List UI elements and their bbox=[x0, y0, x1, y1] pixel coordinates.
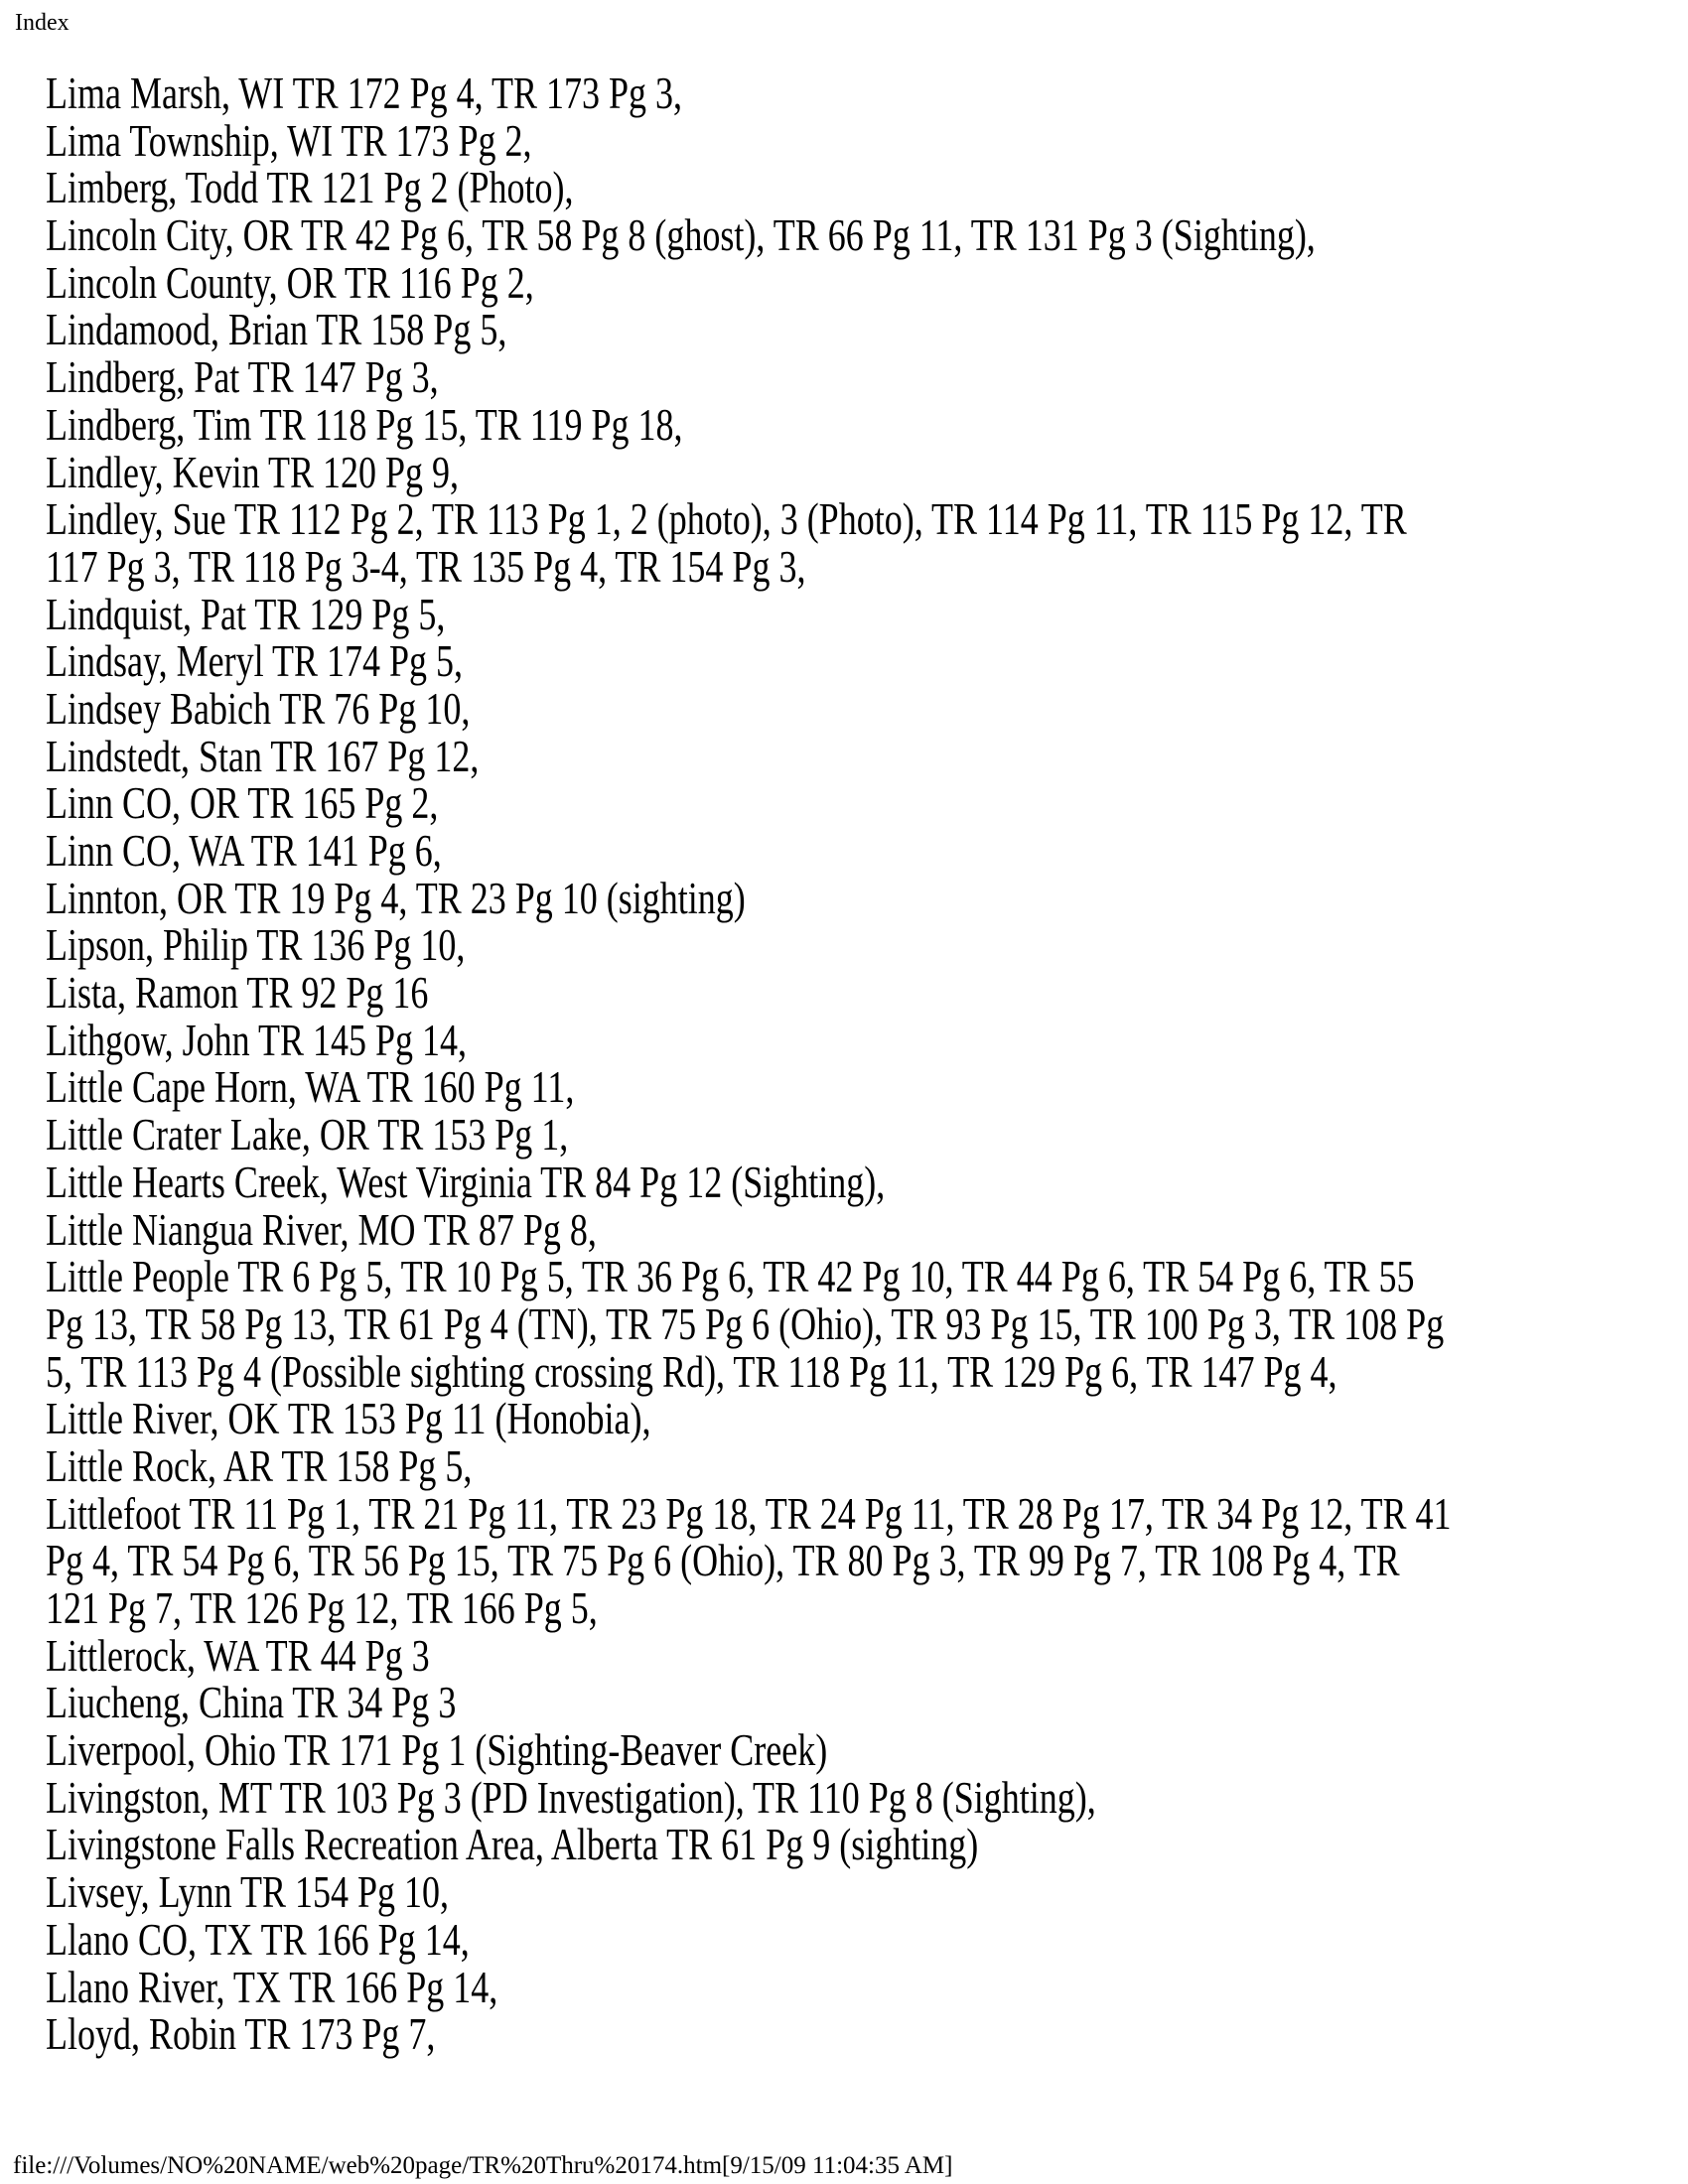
index-line: Lista, Ramon TR 92 Pg 16 bbox=[46, 968, 429, 1019]
index-line: Linn CO, WA TR 141 Pg 6, bbox=[46, 826, 442, 876]
index-line: Little People TR 6 Pg 5, TR 10 Pg 5, TR 36 Pg 6, TR 42 Pg 10, TR 44 Pg 6, TR 54 Pg 6, TR 55 bbox=[46, 1252, 1415, 1302]
index-line: Lipson, Philip TR 136 Pg 10, bbox=[46, 920, 466, 971]
index-line: Lindberg, Pat TR 147 Pg 3, bbox=[46, 352, 439, 403]
index-list bbox=[46, 70, 1688, 2059]
index-line: Little River, OK TR 153 Pg 11 (Honobia), bbox=[46, 1394, 651, 1444]
index-line: Littlefoot TR 11 Pg 1, TR 21 Pg 11, TR 23 Pg 18, TR 24 Pg 11, TR 28 Pg 17, TR 34 Pg 12, TR 41 bbox=[46, 1488, 1452, 1539]
index-line: Lindley, Kevin TR 120 Pg 9, bbox=[46, 447, 459, 497]
index-line: Littlerock, WA TR 44 Pg 3 bbox=[46, 1630, 430, 1681]
index-line: Pg 4, TR 54 Pg 6, TR 56 Pg 15, TR 75 Pg 6 (Ohio), TR 80 Pg 3, TR 99 Pg 7, TR 108 Pg 4, TR bbox=[46, 1536, 1400, 1586]
index-line: Lloyd, Robin TR 173 Pg 7, bbox=[46, 2009, 436, 2060]
index-line: Lincoln County, OR TR 116 Pg 2, bbox=[46, 257, 534, 308]
index-line: Lindquist, Pat TR 129 Pg 5, bbox=[46, 589, 446, 639]
index-line: Lindstedt, Stan TR 167 Pg 12, bbox=[46, 731, 480, 781]
index-line: Lindberg, Tim TR 118 Pg 15, TR 119 Pg 18, bbox=[46, 399, 683, 450]
index-line: Lindley, Sue TR 112 Pg 2, TR 113 Pg 1, 2 (photo), 3 (Photo), TR 114 Pg 11, TR 115 Pg 12, TR bbox=[46, 494, 1407, 545]
index-line: Liucheng, China TR 34 Pg 3 bbox=[46, 1678, 457, 1728]
file-path-footer: file:///Volumes/NO%20NAME/web%20page/TR%20Thru%20174.htm[9/15/09 11:04:35 AM] bbox=[13, 2152, 953, 2179]
index-line: Lima Township, WI TR 173 Pg 2, bbox=[46, 115, 532, 166]
index-line: Little Crater Lake, OR TR 153 Pg 1, bbox=[46, 1110, 569, 1160]
index-line: Little Rock, AR TR 158 Pg 5, bbox=[46, 1440, 473, 1491]
index-line: Lima Marsh, WI TR 172 Pg 4, TR 173 Pg 3, bbox=[46, 68, 683, 118]
index-line: Lindsey Babich TR 76 Pg 10, bbox=[46, 683, 471, 734]
index-line: Little Cape Horn, WA TR 160 Pg 11, bbox=[46, 1062, 575, 1113]
index-line: 5, TR 113 Pg 4 (Possible sighting crossing Rd), TR 118 Pg 11, TR 129 Pg 6, TR 147 Pg 4, bbox=[46, 1346, 1337, 1397]
index-line: 117 Pg 3, TR 118 Pg 3-4, TR 135 Pg 4, TR 154 Pg 3, bbox=[46, 541, 806, 592]
index-line: Liverpool, Ohio TR 171 Pg 1 (Sighting-Beaver Creek) bbox=[46, 1725, 828, 1776]
index-line: Linnton, OR TR 19 Pg 4, TR 23 Pg 10 (sighting) bbox=[46, 873, 746, 923]
index-line: Llano River, TX TR 166 Pg 14, bbox=[46, 1962, 498, 2012]
index-line: Llano CO, TX TR 166 Pg 14, bbox=[46, 1914, 470, 1965]
index-line: Pg 13, TR 58 Pg 13, TR 61 Pg 4 (TN), TR 75 Pg 6 (Ohio), TR 93 Pg 15, TR 100 Pg 3, TR 108 Pg bbox=[46, 1298, 1445, 1349]
index-line: Lithgow, John TR 145 Pg 14, bbox=[46, 1015, 468, 1065]
page-title: Index bbox=[15, 10, 70, 36]
index-line: Livsey, Lynn TR 154 Pg 10, bbox=[46, 1867, 450, 1918]
index-line: Little Niangua River, MO TR 87 Pg 8, bbox=[46, 1204, 597, 1255]
index-line: Lincoln City, OR TR 42 Pg 6, TR 58 Pg 8 (ghost), TR 66 Pg 11, TR 131 Pg 3 (Sighting), bbox=[46, 210, 1316, 261]
index-line: Linn CO, OR TR 165 Pg 2, bbox=[46, 778, 439, 829]
index-line: Livingstone Falls Recreation Area, Alberta TR 61 Pg 9 (sighting) bbox=[46, 1820, 979, 1870]
index-line: Limberg, Todd TR 121 Pg 2 (Photo), bbox=[46, 163, 574, 213]
index-line: 121 Pg 7, TR 126 Pg 12, TR 166 Pg 5, bbox=[46, 1583, 598, 1633]
index-line: Lindamood, Brian TR 158 Pg 5, bbox=[46, 305, 507, 355]
index-line: Lindsay, Meryl TR 174 Pg 5, bbox=[46, 636, 463, 687]
index-line: Little Hearts Creek, West Virginia TR 84 Pg 12 (Sighting), bbox=[46, 1157, 886, 1207]
index-line: Livingston, MT TR 103 Pg 3 (PD Investigation), TR 110 Pg 8 (Sighting), bbox=[46, 1772, 1096, 1823]
